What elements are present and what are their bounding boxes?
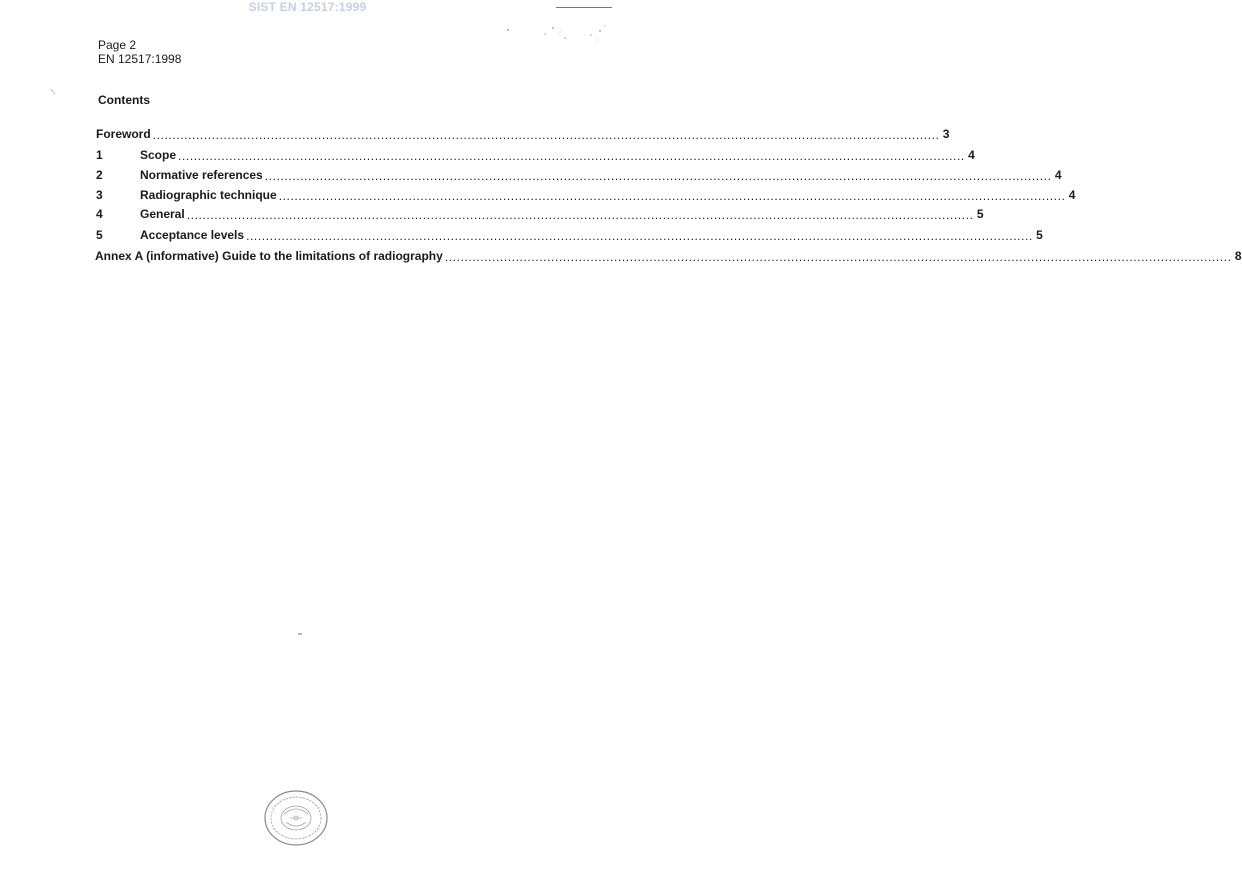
document-id: EN 12517:1998 bbox=[98, 52, 182, 66]
toc-entry-foreword[interactable] bbox=[96, 125, 950, 142]
toc-label: Foreword bbox=[96, 127, 151, 141]
toc-label: Acceptance levels bbox=[140, 228, 245, 242]
toc-number: 4 bbox=[96, 207, 103, 221]
page-number: Page 2 bbox=[98, 38, 137, 52]
watermark: SIST EN 12517:1999 bbox=[248, 0, 367, 14]
contents-title: Contents bbox=[98, 93, 150, 107]
toc-label: Scope bbox=[140, 148, 177, 162]
toc-entry-normative-references[interactable] bbox=[96, 166, 1062, 183]
toc-label: General bbox=[140, 207, 185, 221]
toc-number: 1 bbox=[96, 148, 103, 162]
toc-number: 2 bbox=[96, 168, 103, 182]
page-header bbox=[98, 38, 181, 66]
toc-label: Normative references bbox=[140, 168, 263, 182]
toc-label: Radiographic technique bbox=[140, 188, 277, 202]
toc-page: 4 bbox=[968, 148, 975, 162]
top-rule bbox=[556, 7, 612, 8]
toc-entry-annex-a[interactable] bbox=[95, 247, 1242, 264]
toc-leader: ........................................................................................................................................................................................................ bbox=[186, 208, 974, 222]
toc-page: 5 bbox=[1036, 228, 1043, 242]
scan-speck bbox=[50, 88, 58, 96]
toc-leader: ........................................................................................................................................................................................................ bbox=[246, 229, 1033, 243]
toc-page: 4 bbox=[1068, 188, 1076, 202]
toc-entry-acceptance-levels[interactable] bbox=[96, 226, 1043, 243]
toc-entry-general[interactable] bbox=[96, 205, 984, 222]
toc-leader: ........................................................................................................................................................................................................ bbox=[444, 250, 1232, 264]
toc-entry-radiographic-technique[interactable] bbox=[96, 186, 1076, 203]
toc-page: 5 bbox=[976, 207, 984, 221]
toc-leader: ........................................................................................................................................................................................................ bbox=[264, 169, 1052, 183]
stamp-seal-icon bbox=[262, 788, 330, 848]
toc-entry-scope[interactable] bbox=[96, 146, 975, 163]
toc-leader: ........................................................................................................................................................................................................ bbox=[152, 128, 940, 142]
toc-leader: ........................................................................................................................................................................................................ bbox=[178, 149, 965, 163]
toc-label: Annex A (informative) Guide to the limitations of radiography bbox=[95, 249, 443, 263]
toc-number: 5 bbox=[96, 228, 103, 242]
scan-specks bbox=[505, 22, 610, 52]
toc-page: 8 bbox=[1234, 249, 1242, 263]
toc-number: 3 bbox=[96, 188, 103, 202]
toc-page: 4 bbox=[1054, 168, 1062, 182]
toc-leader: ........................................................................................................................................................................................................ bbox=[278, 189, 1066, 203]
toc-page: 3 bbox=[942, 127, 950, 141]
scan-mark bbox=[298, 633, 302, 635]
